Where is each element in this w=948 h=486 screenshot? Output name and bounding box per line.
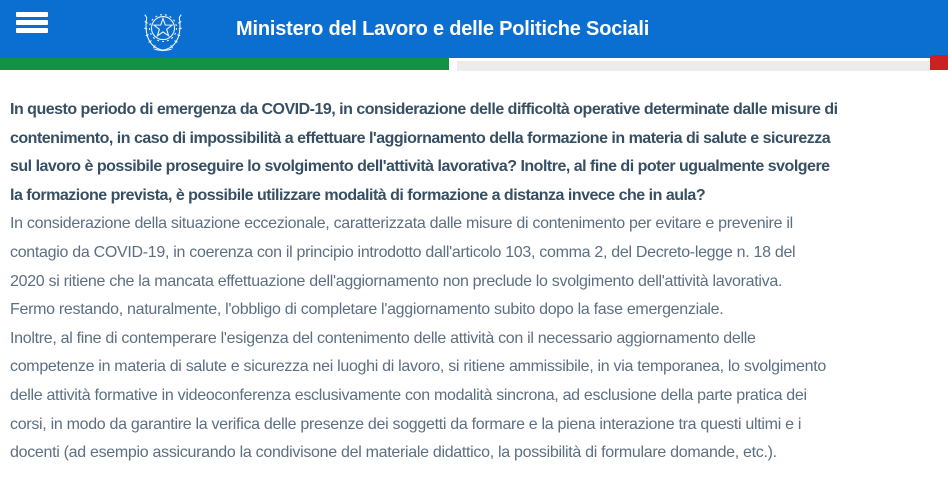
answer-line: corsi, in modo da garantire la verifica delle presenze dei soggetti da formare e la piena interazione tra questi ultimi e i [10, 415, 802, 433]
question-line: sul lavoro è possibile proseguire lo svolgimento dell'attività lavorativa? Inoltre, al fine di poter ugualmente svolgere [10, 158, 830, 176]
question-line: la formazione prevista, è possibile utilizzare modalità di formazione a distanza invece che in aula? [10, 186, 706, 204]
answer-line: delle attività formative in videoconferenza esclusivamente con modalità sincrona, ad esclusione della parte pratica dei [10, 386, 807, 404]
flag-stripe-red [930, 55, 948, 70]
faq-content [10, 96, 948, 468]
answer-line: In considerazione della situazione eccezionale, caratterizzata dalle misure di contenimento per evitare e prevenire il [10, 215, 793, 233]
flag-stripe-white [457, 61, 930, 71]
hamburger-icon [16, 11, 48, 37]
answer-line: 2020 si ritiene che la mancata effettuazione dell'aggiornamento non preclude lo svolgimento dell'attività lavorativa. [10, 272, 783, 290]
faq-question [10, 96, 948, 210]
question-line: contenimento, in caso di impossibilità a effettuare l'aggiornamento della formazione in materia di salute e sicurezza [10, 129, 831, 147]
menu-button[interactable] [16, 11, 48, 37]
flag-stripe-green [0, 58, 449, 70]
header-bar [0, 0, 948, 58]
answer-line: Inoltre, al fine di contemperare l'esigenza del contenimento delle attività con il necessario aggiornamento delle [10, 329, 756, 347]
answer-line: docenti (ad esempio assicurando la condivisone del materiale didattico, la possibilità di formulare domande, etc.). [10, 444, 777, 462]
answer-line: competenze in materia di salute e sicurezza nei luoghi di lavoro, si ritiene ammissibile, in via temporanea, lo svolgimento [10, 358, 826, 376]
header-title: Ministero del Lavoro e delle Politiche Sociali [236, 17, 650, 40]
answer-line: contagio da COVID-19, in coerenza con il principio introdotto dall'articolo 103, comma 2, del Decreto-legge n. 18 del [10, 243, 796, 261]
faq-answer-paragraph-2 [10, 325, 948, 468]
faq-answer-paragraph-1 [10, 210, 948, 324]
answer-line: Fermo restando, naturalmente, l'obbligo di completare l'aggiornamento subito dopo la fase emergenziale. [10, 301, 724, 319]
italy-emblem-icon [140, 6, 186, 54]
header-brand-link[interactable] [140, 0, 649, 58]
question-line: In questo periodo di emergenza da COVID-19, in considerazione delle difficoltà operative determinate dalle misure di [10, 101, 838, 118]
